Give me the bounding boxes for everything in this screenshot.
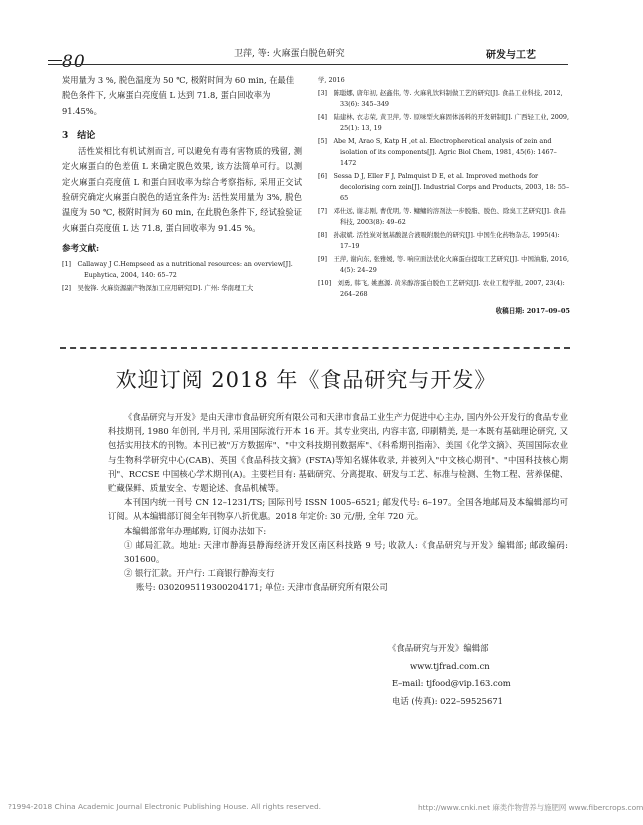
reference-item: [10] 刘勇, 韩飞, 姚惠源. 黄米醇溶蛋白脱色工艺研究[J]. 农业工程学报, 2007, 23(4): 264–268 [318, 279, 565, 298]
header-rule-left [48, 60, 62, 61]
subscription-pricing: 本刊国内统一刊号 CN 12–1231/TS; 国际刊号 ISSN 1005–6521; 邮发代号: 6–197。全国各地邮局及本编辑部均可订阅。从本编辑部订阅全年刊物享八折优惠。2018 年定价: 30 元/册, 全年 720 元。 [108, 497, 568, 522]
received-date: 收稿日期: 2017–09–05 [495, 307, 570, 315]
contact-block [388, 640, 568, 710]
bank-account: 账号: 0302095119300204171; 单位: 天津市食品研究所有限公司 [136, 582, 388, 593]
method-bank: ② 银行汇款。开户行: 工商银行静海支行 [124, 568, 275, 579]
reference-item: [9] 王萍, 谢向东, 张雅媛, 等. 响应面法优化火麻蛋白提取工艺研究[J]. 中国油脂, 2016, 4(5): 24–29 [318, 255, 569, 274]
subscription-body [108, 410, 568, 595]
left-column [62, 73, 302, 294]
footer-copyright: ?1994-2018 China Academic Journal Electronic Publishing House. All rights reserved. [8, 802, 322, 811]
dashed-separator [60, 347, 570, 349]
intro-paragraph: 炭用量为 3 %, 脱色温度为 50 ℃, 极附时间为 60 min, 在最佳脱色条件下, 火麻蛋白亮度值 L 达到 71.8, 蛋白回收率为 91.45%。 [62, 75, 295, 116]
contact-phone: 电话 (传真): 022–59525671 [392, 695, 503, 706]
reference-item: [8] 孙淑斌. 活性炭对氨基酸混合液吸附脱色的研究[J]. 中国生化药物杂志, 1995(4): 17–19 [318, 231, 560, 250]
section-heading: 3 结论 [62, 130, 96, 141]
conclusion-paragraph: 活性炭相比有机试剂而言, 可以避免有毒有害物质的残留, 测定火麻蛋白的色差值 L 来确定脱色效果, 该方法简单可行。以测定火麻蛋白亮度值 L 和蛋白回收率为综合考察指标, 采用正交试验研究确定火麻蛋白脱色的适宜条件为: 活性炭用量为 3%, 脱色温度为 50 ℃, 极附时间为 60 min, 在此脱色条件下, 经试验验证火麻蛋白亮度值 L 达 71.8, 蛋白回收率为 91.45 %。 [62, 146, 302, 233]
reference-item: [1] Callaway J C.Hempseed as a nutritional resources: an overview[J]. Euphytica, 2004, 140: 65–72 [62, 260, 293, 280]
section-name: 研发与工艺 [486, 50, 536, 61]
reference-item: 学, 2016 [318, 76, 345, 84]
reference-item: [4] 陆建林, 衣志荣, 黄卫萍, 等. 原味型火麻固体汤料的开发研制[J]. 广西轻工业, 2009, 25(1): 13, 19 [318, 113, 569, 132]
running-title: 卫萍, 等: 火麻蛋白脱色研究 [234, 49, 345, 59]
references-heading: 参考文献: [62, 243, 100, 254]
subscription-methods-intro: 本编辑部常年办理邮购, 订阅办法如下: [124, 525, 267, 536]
subscription-intro: 《食品研究与开发》是由天津市食品研究所有限公司和天津市食品工业生产力促进中心主办, 国内外公开发行的食品专业科技期刊, 1980 年创刊, 半月刊, 采用国际流行开本 16 开。其专业突出, 内容丰富, 印刷精美, 是一本既有基础理论研究, 又包括实用技术的刊物。本刊已被"万方数据库"、"中文科技期刊数据库"、《科希期刊指南》、美国《化学文摘》、英国国际农业与生物科学研究中心(CAB)、英国《食品科技文摘》(FSTA)等知名媒体收录, 并被列入"中文核心期刊"、"中国科技核心期刊"、RCCSE 中国核心学术期刊(A)。主要栏目有: 基础研究、分离提取、研发与工艺、标准与检测、生物工程、营养保健、贮藏保鲜、质量安全、专题论述、食品机械等。 [108, 412, 568, 494]
subscription-title: 欢迎订阅 2018 年《食品研究与开发》 [115, 368, 497, 392]
reference-item: [6] Sessa D J, Eller F J, Palmquist D E, et al. Improved methods for decolorising corn zein[J]. Industrial Corps and Products, 2003, 18: 55–65 [318, 172, 570, 202]
footer-site: http://www.cnki.net 麻类作物营养与施肥网 www.fibercrops.com [418, 803, 643, 812]
method-postal: ① 邮局汇款。地址: 天津市静海县静海经济开发区南区科技路 9 号; 收款人:《食品研究与开发》编辑部; 邮政编码: 301600。 [124, 539, 568, 565]
contact-website: www.tjfrad.com.cn [410, 660, 490, 671]
reference-item: [2] 吴俊锋. 火麻资源副产物深加工应用研究[D]. 广州: 华南理工大 [62, 284, 254, 293]
reference-item: [5] Abe M, Arao S, Katp H ,et al. Electropheretical analysis of zein and isolation of its components[J]. Agric Biol Chem, 1981, 45(6): 1467–1472 [318, 137, 557, 167]
reference-item: [3] 陈聪娜, 唐年初, 赵鑫伟, 等. 火麻乳饮料制做工艺的研究[J]. 食品工业科技, 2012, 33(6): 345–349 [318, 89, 563, 108]
right-column [318, 73, 570, 319]
contact-email: E–mail: tjfood@vip.163.com [392, 678, 511, 688]
page-number: 80 [62, 52, 86, 72]
contact-org: 《食品研究与开发》编辑部 [388, 643, 489, 653]
header-rule [48, 64, 568, 65]
reference-item: [7] 邓仕远, 谢志刚, 曹优明, 等. 鳙鳙的溶剂法一步脱脂、脱色、除臭工艺研究[J]. 食品科技, 2003(8): 49–62 [318, 207, 566, 226]
